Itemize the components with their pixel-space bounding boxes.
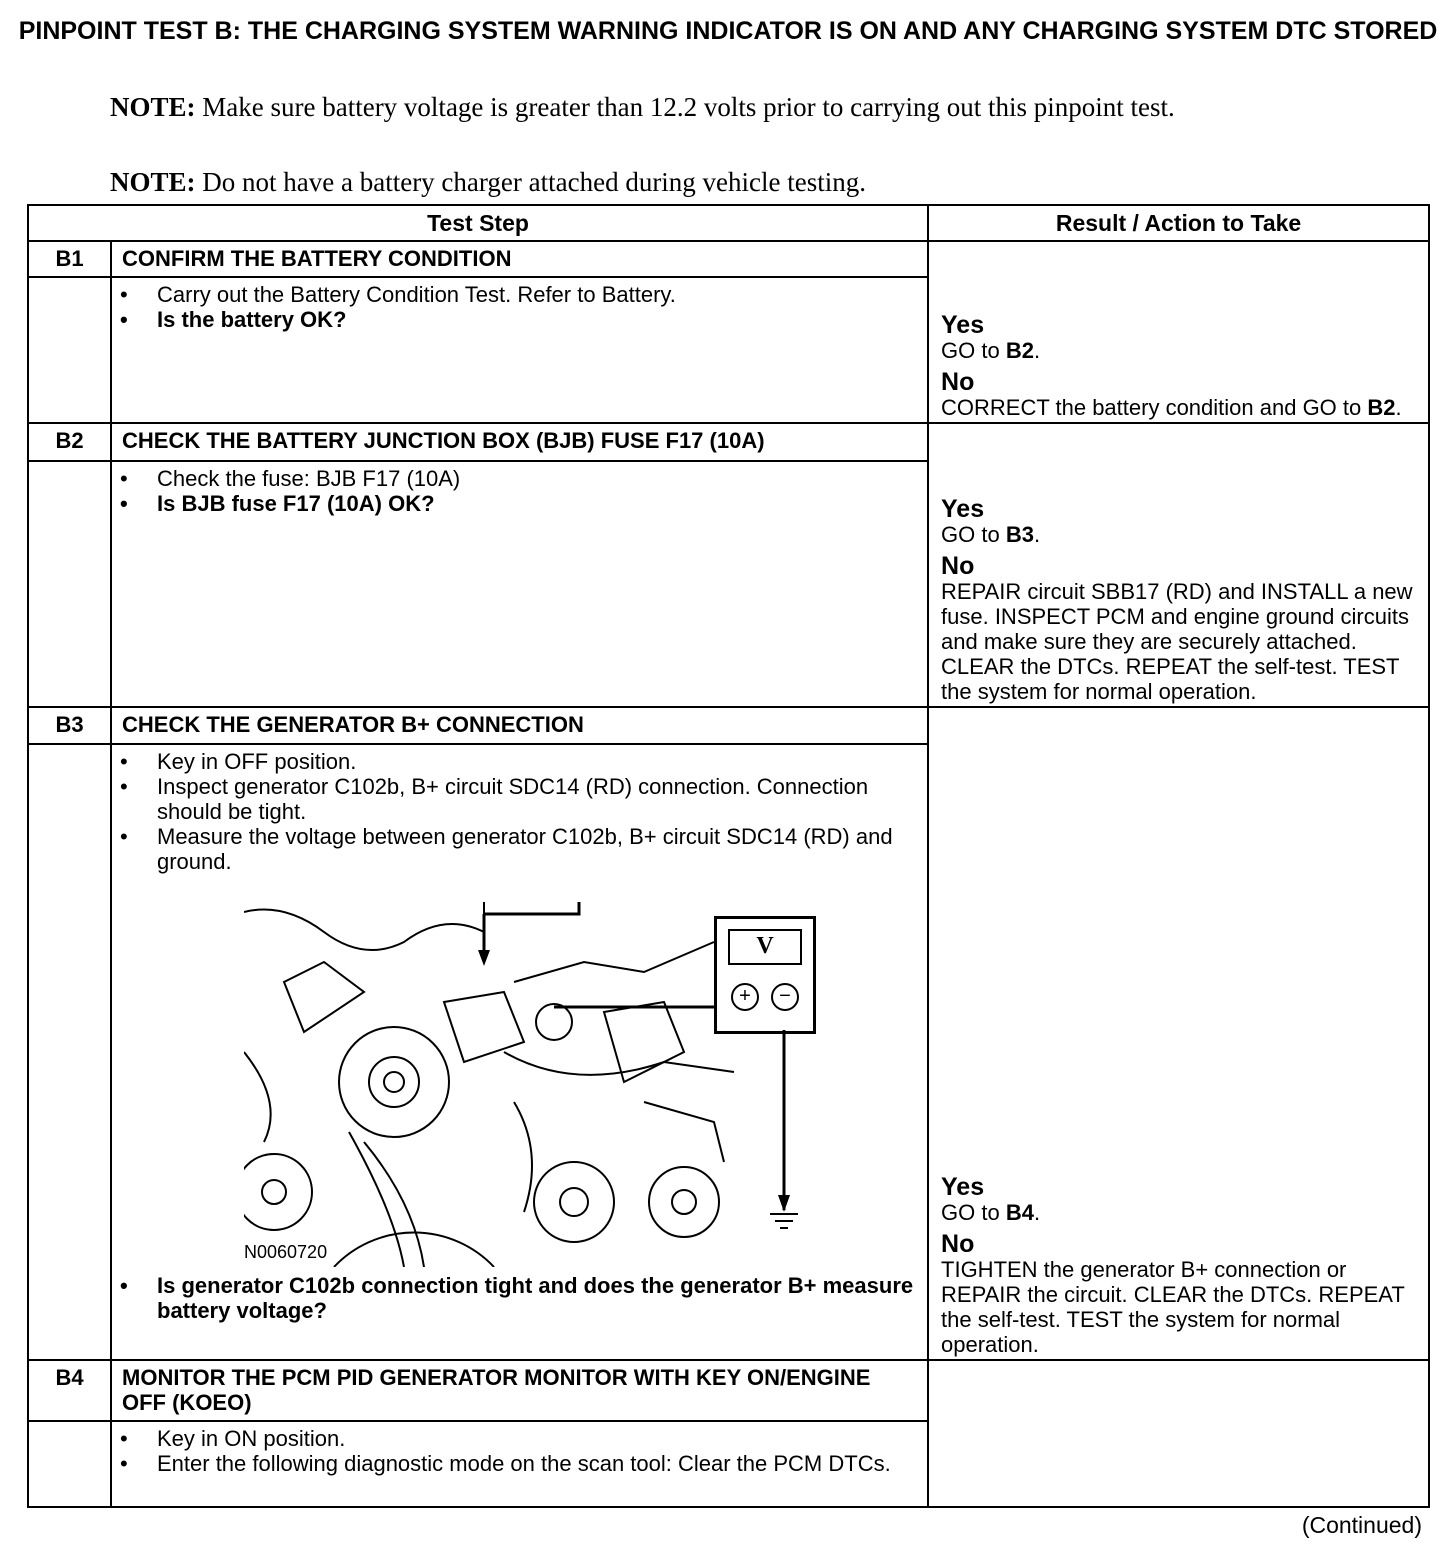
- step-id: B4: [28, 1360, 111, 1421]
- step-body: • Check the fuse: BJB F17 (10A) • Is BJB fuse F17 (10A) OK?: [111, 461, 928, 707]
- step-id: B3: [28, 707, 111, 744]
- engine-illustration: [244, 902, 736, 1267]
- ground-icon: [764, 1030, 804, 1240]
- step-id: B1: [28, 241, 111, 277]
- step-result: Yes GO to B4. No TIGHTEN the generator B+ connection or REPAIR the circuit. CLEAR the DTCs. REPEAT the self-test. TEST the system for normal operation.: [928, 707, 1429, 1360]
- step-title: CONFIRM THE BATTERY CONDITION: [111, 241, 928, 277]
- note-charger: NOTE: Do not have a battery charger attached during vehicle testing.: [110, 167, 867, 197]
- step-body: • Carry out the Battery Condition Test. Refer to Battery. • Is the battery OK?: [111, 277, 928, 423]
- header-result: Result / Action to Take: [928, 205, 1429, 241]
- continued-label: (Continued): [1301, 1512, 1422, 1538]
- step-body: • Key in OFF position. • Inspect generator C102b, B+ circuit SDC14 (RD) connection. Connection should be tight. • Measure the voltage between generator C102b, B+ circuit SDC14 (RD) and ground. V + − N0060720 • Is generator C102b connection tight and does the generator B+ measure battery voltage?: [111, 744, 928, 1360]
- step-result: [928, 1360, 1429, 1507]
- positive-terminal: +: [731, 983, 759, 1011]
- step-result: Yes GO to B3. No REPAIR circuit SBB17 (RD) and INSTALL a new fuse. INSPECT PCM and engine ground circuits and make sure they are securely attached. CLEAR the DTCs. REPEAT the self-test. TEST the system for normal operation.: [928, 423, 1429, 707]
- figure-label: N0060720: [244, 1240, 327, 1265]
- voltmeter: [714, 916, 816, 1034]
- negative-terminal: −: [771, 983, 799, 1011]
- voltmeter-display: V: [728, 929, 802, 965]
- pinpoint-table: [27, 204, 1430, 1508]
- step-title: CHECK THE BATTERY JUNCTION BOX (BJB) FUSE F17 (10A): [111, 423, 928, 461]
- step-body: • Key in ON position. • Enter the following diagnostic mode on the scan tool: Clear the PCM DTCs.: [111, 1421, 928, 1507]
- step-title: MONITOR THE PCM PID GENERATOR MONITOR WITH KEY ON/ENGINE OFF (KOEO): [111, 1360, 928, 1421]
- generator-measurement-figure: [244, 902, 791, 1267]
- step-result: Yes GO to B2. No CORRECT the battery condition and GO to B2.: [928, 241, 1429, 423]
- page-title: PINPOINT TEST B: THE CHARGING SYSTEM WARNING INDICATOR IS ON AND ANY CHARGING SYSTEM DTC STORED: [18, 17, 1438, 45]
- step-title: CHECK THE GENERATOR B+ CONNECTION: [111, 707, 928, 744]
- note-battery-voltage: NOTE: Make sure battery voltage is greater than 12.2 volts prior to carrying out this pinpoint test.: [110, 92, 1175, 122]
- step-id: B2: [28, 423, 111, 461]
- header-test-step: Test Step: [28, 205, 928, 241]
